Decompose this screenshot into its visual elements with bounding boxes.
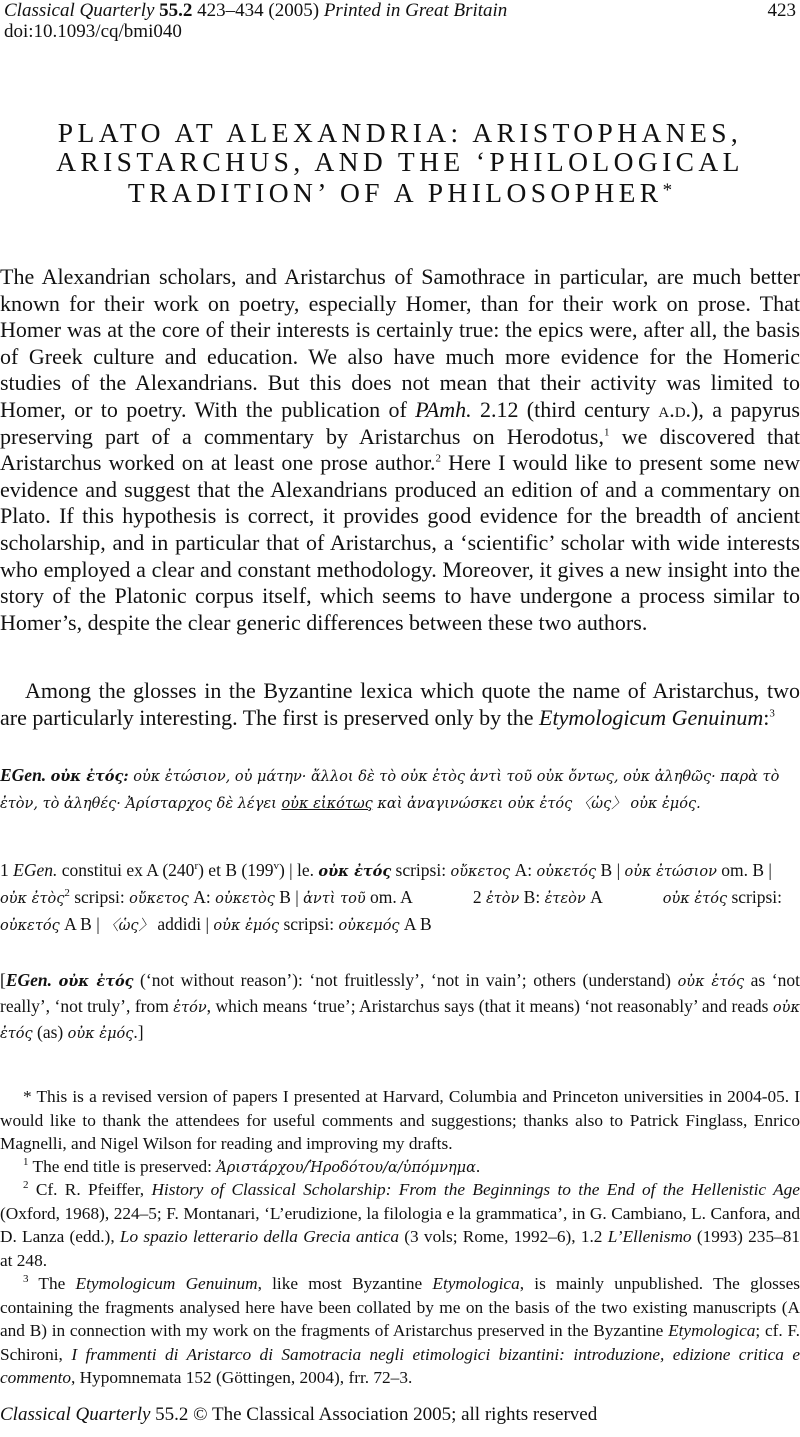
journal-name: Classical Quarterly bbox=[4, 0, 155, 21]
footnote-ref-2[interactable]: 2 bbox=[435, 452, 442, 465]
footnote-star-mark: * bbox=[23, 1087, 32, 1106]
title-footnote-star[interactable]: * bbox=[662, 180, 673, 201]
body-paragraph-2: Among the glosses in the Byzantine lexica which quote the name of Aristarchus, two are particularly interesting. The first is preserved only by the Etymologicum Genuinum:$^3$ bbox=[0, 678, 800, 730]
footnote-2: $^2$ Cf. R. Pfeiffer, History of Classical Scholarship: From the Beginnings to the End of the Hellenistic Age (Oxford, 1968), 224–5; F. Montanari, ‘L’erudizione, la filologia e la grammatica’, in G. Cambiano, L. Canfora, and D. Lanza (edd.), Lo spazio letterario della Grecia antica (3 vols; Rome, 1992–6), 1.2 L’Ellenismo (1993) 235–81 at 248. bbox=[0, 1179, 800, 1270]
footnote-1-mark: 1 bbox=[23, 1156, 29, 1169]
translation: [EGen. οὐκ ἐτός (‘not without reason’): ‘not fruitlessly’, ‘not in vain’; others (understand) οὐκ ἐτός as ‘not really’, ‘not truly’, from ἐτόν, which means ‘true’; Aristarchus says (that it means) ‘not reasonably’ and reads οὐκ ἐτός (as) οὐκ ἐμός.] bbox=[0, 970, 800, 1042]
etym-genuinum-ref: Etymologicum Genuinum bbox=[539, 704, 764, 730]
footnote-star: * This is a revised version of papers I presented at Harvard, Columbia and Princeton universities in 2004-05. I would like to thank the attendees for useful comments and suggestions; thanks also to Patrick Finglass, Enrico Magnelli, and Nigel Wilson for reading and improving my drafts. bbox=[0, 1087, 800, 1154]
article-title bbox=[0, 118, 800, 207]
footnote-1: $^1$ The end title is preserved: Ἀριστάρχου/Ἡροδότου/α/ὑπόμνημα. bbox=[23, 1156, 481, 1176]
entry-underlined: οὐκ εἰκότως bbox=[281, 796, 373, 812]
footnote-ref-1[interactable]: 1 bbox=[604, 426, 610, 439]
footnote-3-mark: 3 bbox=[23, 1273, 29, 1286]
body-paragraph-1: The Alexandrian scholars, and Aristarchus of Samothrace in particular, are much better known for their work on poetry, especially Homer, than for their work on prose. That Homer was at the core of their interests is certainly true: the epics were, after all, the basis of Greek culture and education. We also have much more evidence for the Homeric studies of the Alexandrians. But this does not mean that their activity was limited to Homer, or to poetry. With the publication of PAmh. 2.12 (third century a.d.), a papyrus preserving part of a commentary by Aristarchus on Herodotus,$^1$ we discovered that Aristarchus worked on at least one prose author.$^2$ Here I would like to present some new evidence and suggest that the Alexandrians produced an edition of and a commentary on Plato. If this hypothesis is correct, it provides good evidence for the breadth of ancient scholarship, and in particular that of Aristarchus, a ‘scientific’ scholar with wide interests who employed a clear and constant methodology. Moreover, it gives a new insight into the story of the Platonic corpus itself, which seems to have undergone a process similar to Homer’s, despite the clear generic differences between these two authors. bbox=[0, 264, 800, 635]
footer-copyright: 55.2 © The Classical Association 2005; all rights reserved bbox=[150, 1404, 598, 1425]
footer-journal: Classical Quarterly bbox=[0, 1404, 151, 1425]
lexicon-entry: EGen. οὐκ ἐτός: οὐκ ἐτώσιον, οὐ μάτην· ἄλλοι δὲ τὸ οὐκ ἐτὸς ἀντὶ τοῦ οὐκ ὄντως, οὐκ ἀληθῶς· παρὰ τὸ ἐτὸν, τὸ ἀληθές· Ἀρίσταρχος δὲ λέγει οὐκ εἰκότως καὶ ἀναγινώσκει οὐκ ἐτός 〈ὡς〉 οὐκ ἐμός. bbox=[0, 765, 780, 812]
entry-siglum: EGen. bbox=[0, 765, 47, 785]
printed-note: Printed in Great Britain bbox=[323, 0, 508, 21]
page-number: 423 bbox=[767, 0, 796, 21]
doi[interactable]: doi:10.1093/cq/bmi040 bbox=[4, 21, 182, 42]
title-line-3-text: TRADITION’ OF A PHILOSOPHER bbox=[127, 177, 663, 208]
page-footer bbox=[0, 1404, 800, 1425]
pamh-ref: PAmh. bbox=[415, 396, 472, 422]
page-range: 423–434 (2005) bbox=[197, 0, 320, 21]
footnote-3: $^3$ The Etymologicum Genuinum, like most Byzantine Etymologica, is mainly unpublished. The glosses containing the fragments analysed here have been collated by me on the basis of the two existing manuscripts (A and B) in connection with my work on the fragments of Aristarchus preserved in the Byzantine Etymologica; cf. F. Schironi, I frammenti di Aristarco di Samotracia negli etimologici bizantini: introduzione, edizione critica e commento, Hypomnemata 152 (Göttingen, 2004), frr. 72–3. bbox=[0, 1273, 800, 1388]
running-header bbox=[4, 0, 796, 42]
footnote-ref-3[interactable]: 3 bbox=[769, 707, 775, 720]
entry-lemma: οὐκ ἐτός: bbox=[50, 768, 129, 785]
apparatus-criticus: 1 EGen. constitui ex A (240$^r$) et B (199$^v$) | le. οὐκ ἐτός scripsi: οὔκετος A: οὐκετός B | οὐκ ἐτώσιον om. B | οὐκ ἐτὸς$^2$ scripsi: οὔκετος A: οὐκετὸς B | ἀντὶ τοῦ om. A 2 ἐτὸν B: ἐτεὸν A οὐκ ἐτός scripsi: οὐκετός A B | 〈ὡς〉 addidi | οὐκ ἐμός scripsi: οὐκεμός A B bbox=[0, 860, 783, 934]
ad-label: a.d. bbox=[658, 396, 692, 422]
citation-line bbox=[4, 0, 796, 21]
title-line-2: ARISTARCHUS, AND THE ‘PHILOLOGICAL bbox=[56, 146, 744, 177]
journal-volume: 55.2 bbox=[159, 0, 193, 21]
footnote-2-mark: 2 bbox=[23, 1179, 29, 1192]
title-line-1: PLATO AT ALEXANDRIA: ARISTOPHANES, bbox=[57, 117, 743, 148]
title-line-3 bbox=[0, 176, 800, 207]
